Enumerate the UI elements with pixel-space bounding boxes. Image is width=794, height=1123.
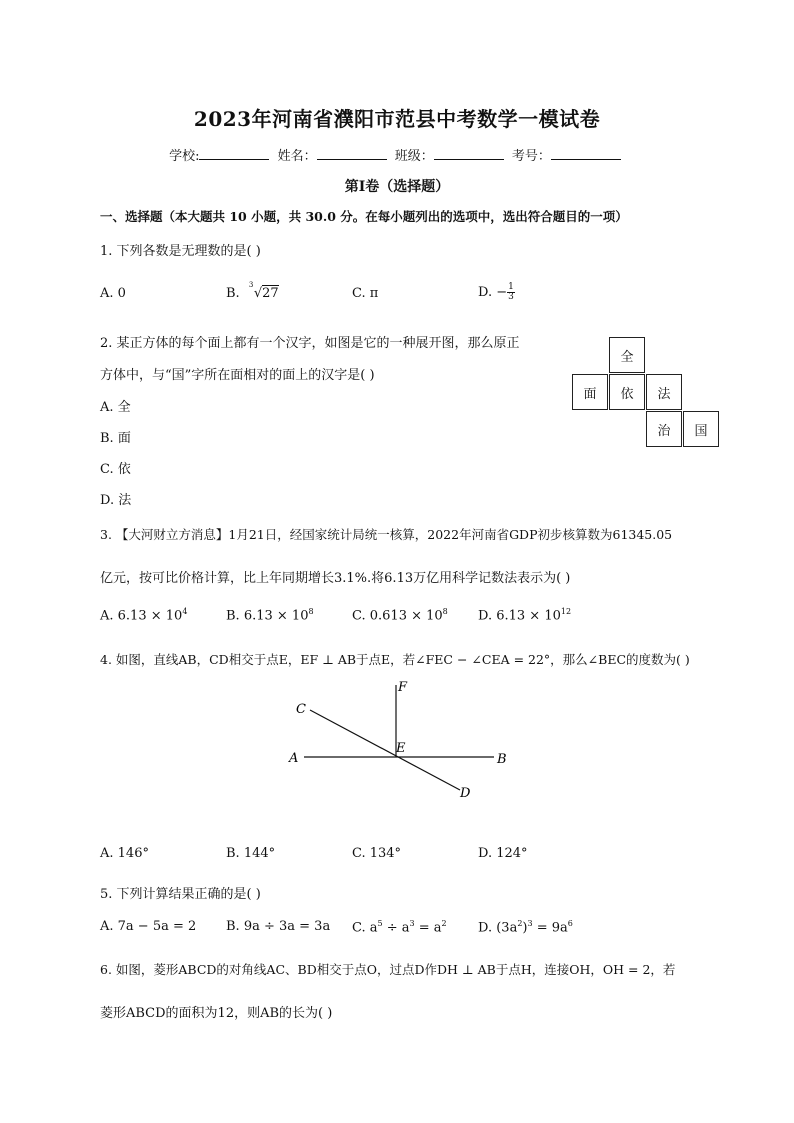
number-blank [551,147,621,160]
q6-stem-line2: 菱形ABCD的面积为12，则AB的长为( ) [100,1006,333,1021]
q5-option-c [352,919,447,935]
q3-option-d-base: D. 6.13 × 10 [478,608,561,624]
q2-option-c: C. 依 [100,462,131,477]
label-b: B [497,752,507,767]
q5-d-exp3: 6 [567,919,573,928]
q4-option-b: B. 144° [226,846,276,861]
q3-option-a [100,607,187,623]
page-title: 2023年河南省濮阳市范县中考数学一模试卷 [193,107,601,131]
section-heading: 一、选择题（本大题共 10 小题，共 30.0 分。在每小题列出的选项中，选出符合题目的一项） [100,209,628,224]
q5-c-part3: = a [414,920,442,936]
q1-option-b-label: B. [226,286,240,301]
q3-option-b [226,607,314,623]
root-radicand: 27 [262,286,279,301]
fraction-denominator: 3 [508,292,514,302]
class-blank [434,147,504,160]
student-info-line [0,145,794,164]
q4-option-d: D. 124° [478,846,528,861]
q1-stem: 1. 下列各数是无理数的是( ) [100,244,261,259]
q2-stem-line1: 2. 某正方体的每个面上都有一个汉字，如图是它的一种展开图，那么原正 [100,336,520,351]
q2-stem-line2: 方体中，与“国”字所在面相对的面上的汉字是( ) [100,368,375,383]
name-blank [317,147,387,160]
net-cell-center: 依 [609,374,645,410]
net-cell-left: 面 [572,374,608,410]
q3-option-a-base: A. 6.13 × 10 [100,608,183,624]
net-cell-right: 法 [646,374,682,410]
q5-c-exp3: 2 [441,919,447,928]
q1-option-d [478,283,515,302]
q5-d-exp1: 2 [517,919,523,928]
q1-option-a: A. 0 [100,286,126,301]
fraction [507,283,515,302]
label-e: E [396,741,406,756]
q5-c-part2: ÷ a [382,920,410,936]
school-label: 学校: [169,149,200,164]
q3-option-d-exponent: 12 [560,607,572,616]
q3-option-c [352,607,448,623]
cube-root-expression: 3 √27 [248,281,279,301]
q2-option-b: B. 面 [100,431,131,446]
root-index: 3 [248,281,254,289]
q3-stem-line2: 亿元，按可比价格计算，比上年同期增长3.1%.将6.13万亿用科学记数法表示为( ) [100,571,571,586]
label-d: D [460,786,471,801]
net-cell-far-right: 国 [683,411,719,447]
label-a: A [289,751,299,766]
q3-option-a-exponent: 4 [182,607,188,616]
q5-option-a: A. 7a − 5a = 2 [100,919,197,934]
q5-c-exp1: 5 [377,919,383,928]
net-cell-top: 全 [609,337,645,373]
q4-angle-figure [280,675,520,805]
cube-net-figure [572,337,720,449]
q5-d-part3: = 9a [532,920,568,936]
class-label: 班级： [394,149,434,164]
q5-option-d [478,919,573,935]
q2-option-d: D. 法 [100,493,132,508]
q3-option-b-base: B. 6.13 × 10 [226,608,309,624]
net-cell-bottom: 治 [646,411,682,447]
q2-option-a: A. 全 [100,400,131,415]
q3-option-c-base: C. 0.613 × 10 [352,608,443,624]
q1-option-b [226,281,279,301]
q6-stem-line1: 6. 如图，菱形ABCD的对角线AC、BD相交于点O，过点D作DH ⊥ AB于点H，连接OH，OH = 2，若 [100,962,676,977]
label-f: F [398,680,408,695]
school-blank [199,147,269,160]
q4-option-c: C. 134° [352,846,402,861]
name-label: 姓名： [277,149,317,164]
label-c: C [296,702,306,717]
q5-d-exp2: 3 [527,919,533,928]
q3-option-c-exponent: 8 [442,607,448,616]
fraction-numerator: 1 [508,282,514,292]
q5-d-part1: D. (3a [478,920,518,936]
q4-stem: 4. 如图，直线AB，CD相交于点E，EF ⊥ AB于点E，若∠FEC − ∠CEA = 22°，那么∠BEC的度数为( ) [100,652,690,667]
q1-option-d-label: D. − [478,285,508,300]
number-label: 考号： [511,149,551,164]
q5-option-b: B. 9a ÷ 3a = 3a [226,919,331,934]
line-cd [310,710,460,790]
q5-c-part1: C. a [352,920,378,936]
q5-c-exp2: 3 [409,919,415,928]
q3-option-b-exponent: 8 [308,607,314,616]
q4-option-a: A. 146° [100,846,149,861]
q3-option-d [478,607,571,623]
q3-stem-line1: 3. 【大河财立方消息】1月21日，经国家统计局统一核算，2022年河南省GDP初步核算数为61345.05 [100,527,673,542]
q5-stem: 5. 下列计算结果正确的是( ) [100,887,261,902]
q1-option-c: C. π [352,286,379,301]
volume-heading: 第Ⅰ卷（选择题） [344,179,450,195]
q5-d-part2: ) [522,920,528,936]
